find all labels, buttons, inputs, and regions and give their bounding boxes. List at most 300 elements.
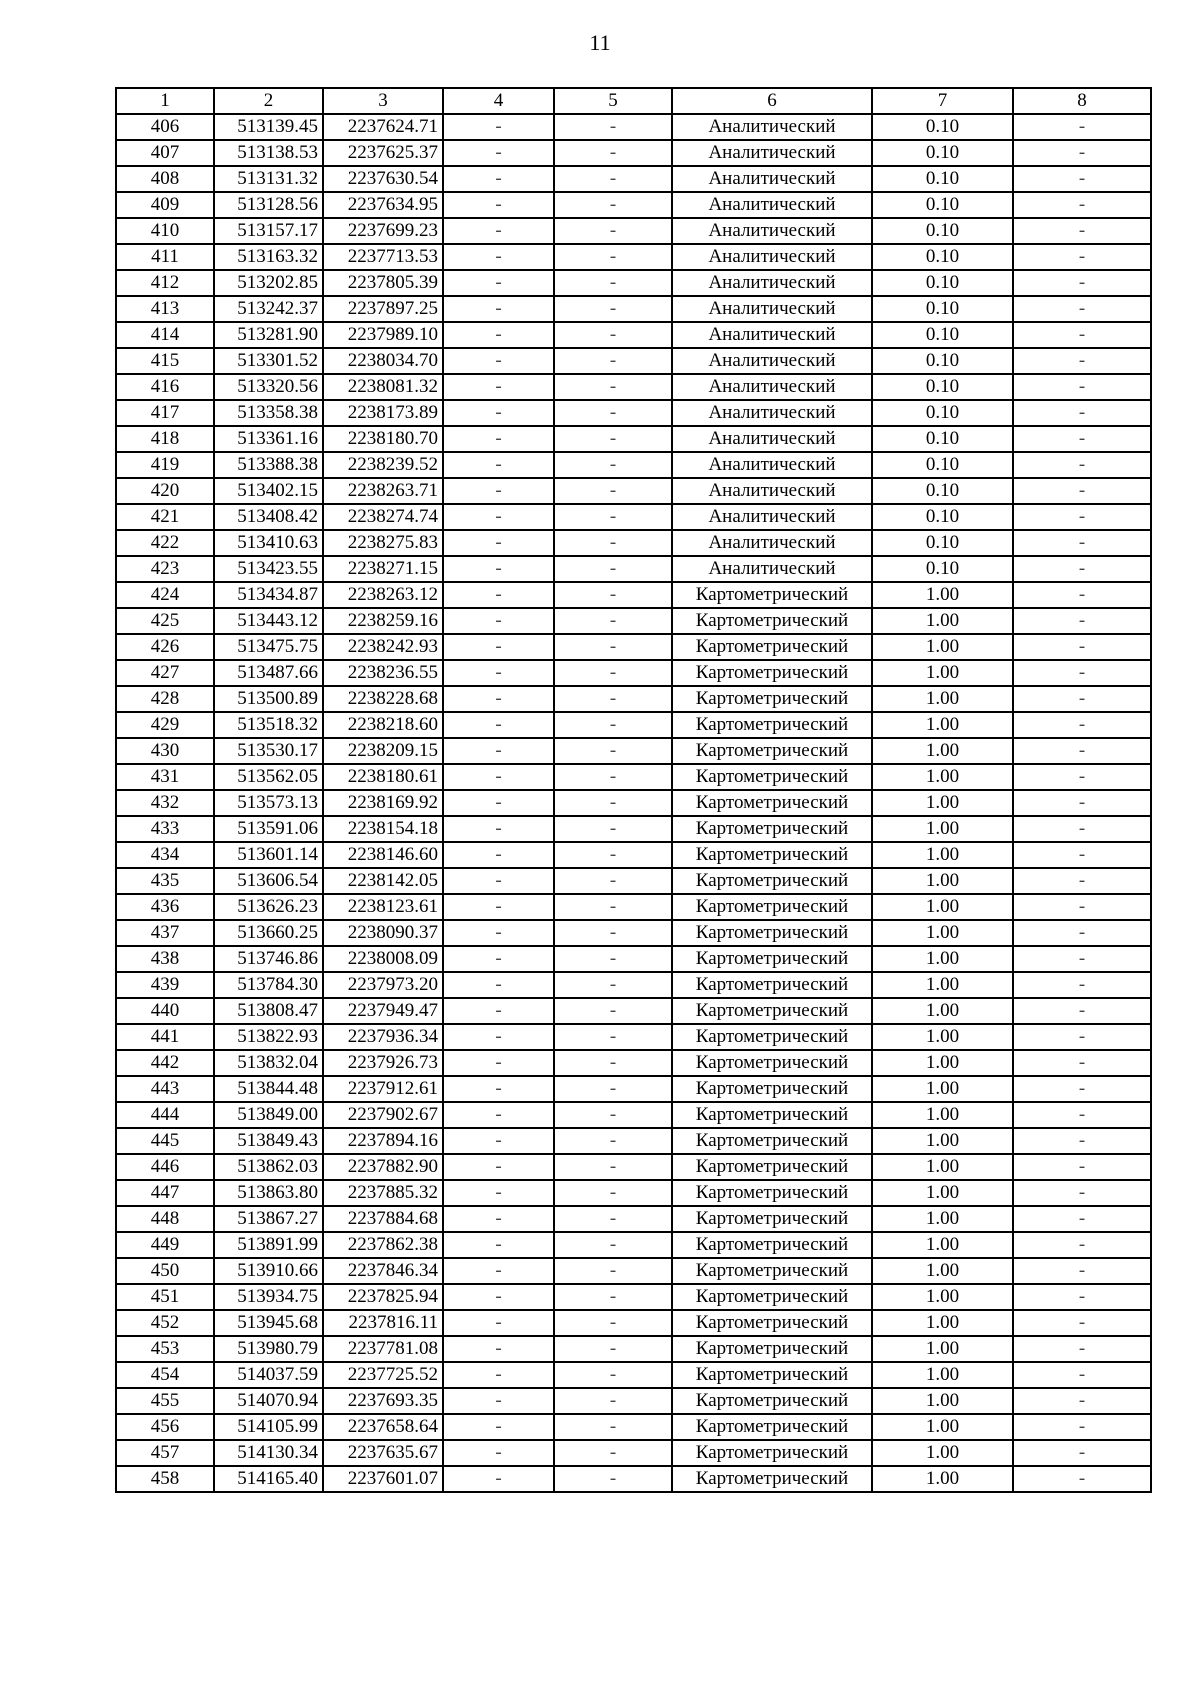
point-number-cell: 444 — [116, 1102, 214, 1128]
x-coordinate-cell: 513934.75 — [214, 1284, 323, 1310]
column-header: 4 — [443, 88, 554, 114]
y-coordinate-cell: 2237634.95 — [323, 192, 443, 218]
accuracy-cell: 1.00 — [872, 946, 1013, 972]
method-cell: Аналитический — [672, 426, 872, 452]
column-8-cell: - — [1013, 1258, 1151, 1284]
table-row — [116, 1024, 1151, 1050]
point-number-cell: 434 — [116, 842, 214, 868]
column-8-cell: - — [1013, 816, 1151, 842]
column-4-cell: - — [443, 686, 554, 712]
method-cell: Картометрический — [672, 1388, 872, 1414]
accuracy-cell: 1.00 — [872, 764, 1013, 790]
column-8-cell: - — [1013, 608, 1151, 634]
point-number-cell: 455 — [116, 1388, 214, 1414]
column-5-cell: - — [554, 114, 672, 140]
column-4-cell: - — [443, 1154, 554, 1180]
method-cell: Картометрический — [672, 1102, 872, 1128]
x-coordinate-cell: 513746.86 — [214, 946, 323, 972]
accuracy-cell: 0.10 — [872, 400, 1013, 426]
method-cell: Аналитический — [672, 322, 872, 348]
column-5-cell: - — [554, 1388, 672, 1414]
table-row — [116, 946, 1151, 972]
method-cell: Картометрический — [672, 1284, 872, 1310]
x-coordinate-cell: 513443.12 — [214, 608, 323, 634]
column-5-cell: - — [554, 894, 672, 920]
table-row — [116, 1128, 1151, 1154]
accuracy-cell: 1.00 — [872, 1336, 1013, 1362]
table-row — [116, 582, 1151, 608]
accuracy-cell: 1.00 — [872, 790, 1013, 816]
y-coordinate-cell: 2237625.37 — [323, 140, 443, 166]
point-number-cell: 452 — [116, 1310, 214, 1336]
accuracy-cell: 1.00 — [872, 1154, 1013, 1180]
table-row — [116, 816, 1151, 842]
column-5-cell: - — [554, 946, 672, 972]
column-8-cell: - — [1013, 1388, 1151, 1414]
column-8-cell: - — [1013, 1024, 1151, 1050]
column-8-cell: - — [1013, 452, 1151, 478]
column-8-cell: - — [1013, 920, 1151, 946]
y-coordinate-cell: 2238218.60 — [323, 712, 443, 738]
x-coordinate-cell: 513320.56 — [214, 374, 323, 400]
x-coordinate-cell: 513808.47 — [214, 998, 323, 1024]
y-coordinate-cell: 2237725.52 — [323, 1362, 443, 1388]
point-number-cell: 414 — [116, 322, 214, 348]
column-4-cell: - — [443, 166, 554, 192]
column-5-cell: - — [554, 608, 672, 634]
column-8-cell: - — [1013, 504, 1151, 530]
column-5-cell: - — [554, 712, 672, 738]
table-header-row — [116, 88, 1151, 114]
y-coordinate-cell: 2238259.16 — [323, 608, 443, 634]
column-8-cell: - — [1013, 1180, 1151, 1206]
column-4-cell: - — [443, 1128, 554, 1154]
column-4-cell: - — [443, 296, 554, 322]
column-5-cell: - — [554, 1466, 672, 1492]
y-coordinate-cell: 2238180.70 — [323, 426, 443, 452]
method-cell: Аналитический — [672, 218, 872, 244]
accuracy-cell: 0.10 — [872, 244, 1013, 270]
column-5-cell: - — [554, 1154, 672, 1180]
accuracy-cell: 0.10 — [872, 374, 1013, 400]
table-row — [116, 556, 1151, 582]
column-8-cell: - — [1013, 686, 1151, 712]
column-header: 5 — [554, 88, 672, 114]
table-row — [116, 192, 1151, 218]
method-cell: Аналитический — [672, 166, 872, 192]
method-cell: Картометрический — [672, 1154, 872, 1180]
method-cell: Картометрический — [672, 1258, 872, 1284]
table-row — [116, 764, 1151, 790]
point-number-cell: 454 — [116, 1362, 214, 1388]
point-number-cell: 420 — [116, 478, 214, 504]
method-cell: Картометрический — [672, 686, 872, 712]
method-cell: Картометрический — [672, 1466, 872, 1492]
method-cell: Картометрический — [672, 1024, 872, 1050]
x-coordinate-cell: 513849.43 — [214, 1128, 323, 1154]
accuracy-cell: 1.00 — [872, 1128, 1013, 1154]
column-5-cell: - — [554, 1362, 672, 1388]
column-4-cell: - — [443, 1414, 554, 1440]
column-8-cell: - — [1013, 270, 1151, 296]
table-row — [116, 478, 1151, 504]
x-coordinate-cell: 513626.23 — [214, 894, 323, 920]
column-4-cell: - — [443, 660, 554, 686]
column-8-cell: - — [1013, 1206, 1151, 1232]
point-number-cell: 435 — [116, 868, 214, 894]
table-row — [116, 842, 1151, 868]
x-coordinate-cell: 513660.25 — [214, 920, 323, 946]
column-5-cell: - — [554, 842, 672, 868]
method-cell: Картометрический — [672, 972, 872, 998]
x-coordinate-cell: 513500.89 — [214, 686, 323, 712]
table-row — [116, 1102, 1151, 1128]
column-4-cell: - — [443, 868, 554, 894]
column-5-cell: - — [554, 738, 672, 764]
accuracy-cell: 1.00 — [872, 894, 1013, 920]
y-coordinate-cell: 2238142.05 — [323, 868, 443, 894]
y-coordinate-cell: 2238146.60 — [323, 842, 443, 868]
column-8-cell: - — [1013, 1154, 1151, 1180]
column-5-cell: - — [554, 504, 672, 530]
x-coordinate-cell: 513163.32 — [214, 244, 323, 270]
x-coordinate-cell: 513487.66 — [214, 660, 323, 686]
column-5-cell: - — [554, 1128, 672, 1154]
x-coordinate-cell: 513601.14 — [214, 842, 323, 868]
column-8-cell: - — [1013, 1102, 1151, 1128]
column-8-cell: - — [1013, 894, 1151, 920]
accuracy-cell: 1.00 — [872, 868, 1013, 894]
point-number-cell: 419 — [116, 452, 214, 478]
x-coordinate-cell: 513157.17 — [214, 218, 323, 244]
point-number-cell: 439 — [116, 972, 214, 998]
column-5-cell: - — [554, 374, 672, 400]
point-number-cell: 409 — [116, 192, 214, 218]
column-4-cell: - — [443, 1258, 554, 1284]
point-number-cell: 445 — [116, 1128, 214, 1154]
table-row — [116, 1258, 1151, 1284]
y-coordinate-cell: 2238239.52 — [323, 452, 443, 478]
column-4-cell: - — [443, 530, 554, 556]
x-coordinate-cell: 513242.37 — [214, 296, 323, 322]
method-cell: Картометрический — [672, 1232, 872, 1258]
accuracy-cell: 0.10 — [872, 556, 1013, 582]
y-coordinate-cell: 2237949.47 — [323, 998, 443, 1024]
x-coordinate-cell: 513832.04 — [214, 1050, 323, 1076]
column-5-cell: - — [554, 348, 672, 374]
y-coordinate-cell: 2237897.25 — [323, 296, 443, 322]
x-coordinate-cell: 513138.53 — [214, 140, 323, 166]
y-coordinate-cell: 2238154.18 — [323, 816, 443, 842]
point-number-cell: 457 — [116, 1440, 214, 1466]
column-4-cell: - — [443, 270, 554, 296]
method-cell: Картометрический — [672, 842, 872, 868]
x-coordinate-cell: 513131.32 — [214, 166, 323, 192]
y-coordinate-cell: 2237825.94 — [323, 1284, 443, 1310]
column-5-cell: - — [554, 660, 672, 686]
column-5-cell: - — [554, 1024, 672, 1050]
method-cell: Картометрический — [672, 660, 872, 686]
accuracy-cell: 0.10 — [872, 140, 1013, 166]
method-cell: Картометрический — [672, 816, 872, 842]
y-coordinate-cell: 2238263.12 — [323, 582, 443, 608]
table-row — [116, 634, 1151, 660]
x-coordinate-cell: 513844.48 — [214, 1076, 323, 1102]
table-row — [116, 1206, 1151, 1232]
method-cell: Картометрический — [672, 1128, 872, 1154]
point-number-cell: 417 — [116, 400, 214, 426]
column-5-cell: - — [554, 296, 672, 322]
column-5-cell: - — [554, 1258, 672, 1284]
table-row — [116, 452, 1151, 478]
x-coordinate-cell: 513945.68 — [214, 1310, 323, 1336]
y-coordinate-cell: 2238090.37 — [323, 920, 443, 946]
column-8-cell: - — [1013, 1336, 1151, 1362]
method-cell: Аналитический — [672, 478, 872, 504]
y-coordinate-cell: 2237630.54 — [323, 166, 443, 192]
y-coordinate-cell: 2237601.07 — [323, 1466, 443, 1492]
point-number-cell: 448 — [116, 1206, 214, 1232]
column-4-cell: - — [443, 192, 554, 218]
column-5-cell: - — [554, 1076, 672, 1102]
table-row — [116, 348, 1151, 374]
column-8-cell: - — [1013, 1050, 1151, 1076]
coordinates-table — [115, 87, 1152, 1493]
method-cell: Картометрический — [672, 608, 872, 634]
point-number-cell: 446 — [116, 1154, 214, 1180]
x-coordinate-cell: 513891.99 — [214, 1232, 323, 1258]
column-4-cell: - — [443, 1024, 554, 1050]
column-4-cell: - — [443, 1284, 554, 1310]
x-coordinate-cell: 513784.30 — [214, 972, 323, 998]
column-5-cell: - — [554, 1284, 672, 1310]
method-cell: Аналитический — [672, 192, 872, 218]
method-cell: Аналитический — [672, 400, 872, 426]
column-4-cell: - — [443, 842, 554, 868]
accuracy-cell: 1.00 — [872, 634, 1013, 660]
column-4-cell: - — [443, 946, 554, 972]
x-coordinate-cell: 513423.55 — [214, 556, 323, 582]
method-cell: Картометрический — [672, 894, 872, 920]
column-8-cell: - — [1013, 1284, 1151, 1310]
x-coordinate-cell: 513402.15 — [214, 478, 323, 504]
column-4-cell: - — [443, 218, 554, 244]
column-4-cell: - — [443, 738, 554, 764]
table-row — [116, 1232, 1151, 1258]
y-coordinate-cell: 2237884.68 — [323, 1206, 443, 1232]
accuracy-cell: 0.10 — [872, 478, 1013, 504]
column-8-cell: - — [1013, 244, 1151, 270]
column-4-cell: - — [443, 348, 554, 374]
point-number-cell: 423 — [116, 556, 214, 582]
column-4-cell: - — [443, 400, 554, 426]
column-4-cell: - — [443, 244, 554, 270]
accuracy-cell: 1.00 — [872, 1258, 1013, 1284]
accuracy-cell: 0.10 — [872, 192, 1013, 218]
accuracy-cell: 1.00 — [872, 1362, 1013, 1388]
method-cell: Аналитический — [672, 556, 872, 582]
y-coordinate-cell: 2238123.61 — [323, 894, 443, 920]
y-coordinate-cell: 2238034.70 — [323, 348, 443, 374]
point-number-cell: 425 — [116, 608, 214, 634]
accuracy-cell: 1.00 — [872, 686, 1013, 712]
column-5-cell: - — [554, 1102, 672, 1128]
table-row — [116, 114, 1151, 140]
point-number-cell: 412 — [116, 270, 214, 296]
method-cell: Картометрический — [672, 764, 872, 790]
table-row — [116, 140, 1151, 166]
column-4-cell: - — [443, 1050, 554, 1076]
point-number-cell: 440 — [116, 998, 214, 1024]
point-number-cell: 451 — [116, 1284, 214, 1310]
table-row — [116, 322, 1151, 348]
column-4-cell: - — [443, 478, 554, 504]
column-4-cell: - — [443, 322, 554, 348]
column-5-cell: - — [554, 530, 672, 556]
column-8-cell: - — [1013, 972, 1151, 998]
column-4-cell: - — [443, 114, 554, 140]
point-number-cell: 432 — [116, 790, 214, 816]
y-coordinate-cell: 2238263.71 — [323, 478, 443, 504]
y-coordinate-cell: 2238228.68 — [323, 686, 443, 712]
table-row — [116, 686, 1151, 712]
point-number-cell: 437 — [116, 920, 214, 946]
x-coordinate-cell: 513434.87 — [214, 582, 323, 608]
y-coordinate-cell: 2238236.55 — [323, 660, 443, 686]
column-5-cell: - — [554, 1440, 672, 1466]
accuracy-cell: 1.00 — [872, 660, 1013, 686]
accuracy-cell: 1.00 — [872, 712, 1013, 738]
accuracy-cell: 0.10 — [872, 322, 1013, 348]
point-number-cell: 418 — [116, 426, 214, 452]
point-number-cell: 441 — [116, 1024, 214, 1050]
y-coordinate-cell: 2237635.67 — [323, 1440, 443, 1466]
accuracy-cell: 1.00 — [872, 920, 1013, 946]
accuracy-cell: 1.00 — [872, 1310, 1013, 1336]
method-cell: Аналитический — [672, 296, 872, 322]
column-8-cell: - — [1013, 374, 1151, 400]
column-header: 7 — [872, 88, 1013, 114]
y-coordinate-cell: 2238180.61 — [323, 764, 443, 790]
table-row — [116, 270, 1151, 296]
column-4-cell: - — [443, 1440, 554, 1466]
x-coordinate-cell: 513562.05 — [214, 764, 323, 790]
point-number-cell: 447 — [116, 1180, 214, 1206]
method-cell: Аналитический — [672, 270, 872, 296]
x-coordinate-cell: 513361.16 — [214, 426, 323, 452]
point-number-cell: 413 — [116, 296, 214, 322]
accuracy-cell: 0.10 — [872, 296, 1013, 322]
x-coordinate-cell: 513301.52 — [214, 348, 323, 374]
x-coordinate-cell: 513410.63 — [214, 530, 323, 556]
column-5-cell: - — [554, 270, 672, 296]
table-row — [116, 1310, 1151, 1336]
y-coordinate-cell: 2237902.67 — [323, 1102, 443, 1128]
table-row — [116, 166, 1151, 192]
method-cell: Картометрический — [672, 738, 872, 764]
y-coordinate-cell: 2237846.34 — [323, 1258, 443, 1284]
point-number-cell: 416 — [116, 374, 214, 400]
y-coordinate-cell: 2237816.11 — [323, 1310, 443, 1336]
point-number-cell: 427 — [116, 660, 214, 686]
table-row — [116, 1284, 1151, 1310]
table-row — [116, 504, 1151, 530]
column-header: 6 — [672, 88, 872, 114]
table-row — [116, 218, 1151, 244]
column-8-cell: - — [1013, 998, 1151, 1024]
y-coordinate-cell: 2237699.23 — [323, 218, 443, 244]
column-5-cell: - — [554, 1414, 672, 1440]
column-4-cell: - — [443, 998, 554, 1024]
column-5-cell: - — [554, 1206, 672, 1232]
x-coordinate-cell: 513388.38 — [214, 452, 323, 478]
column-8-cell: - — [1013, 218, 1151, 244]
point-number-cell: 415 — [116, 348, 214, 374]
y-coordinate-cell: 2238271.15 — [323, 556, 443, 582]
point-number-cell: 429 — [116, 712, 214, 738]
column-8-cell: - — [1013, 1440, 1151, 1466]
column-4-cell: - — [443, 764, 554, 790]
y-coordinate-cell: 2237693.35 — [323, 1388, 443, 1414]
column-5-cell: - — [554, 192, 672, 218]
x-coordinate-cell: 513128.56 — [214, 192, 323, 218]
method-cell: Картометрический — [672, 1362, 872, 1388]
point-number-cell: 456 — [116, 1414, 214, 1440]
column-8-cell: - — [1013, 1466, 1151, 1492]
accuracy-cell: 1.00 — [872, 1466, 1013, 1492]
y-coordinate-cell: 2237882.90 — [323, 1154, 443, 1180]
column-4-cell: - — [443, 608, 554, 634]
method-cell: Картометрический — [672, 582, 872, 608]
column-header: 2 — [214, 88, 323, 114]
x-coordinate-cell: 513281.90 — [214, 322, 323, 348]
x-coordinate-cell: 513867.27 — [214, 1206, 323, 1232]
table-row — [116, 400, 1151, 426]
point-number-cell: 426 — [116, 634, 214, 660]
column-header: 1 — [116, 88, 214, 114]
column-4-cell: - — [443, 1388, 554, 1414]
table-row — [116, 998, 1151, 1024]
point-number-cell: 458 — [116, 1466, 214, 1492]
point-number-cell: 424 — [116, 582, 214, 608]
accuracy-cell: 1.00 — [872, 1180, 1013, 1206]
column-5-cell: - — [554, 634, 672, 660]
point-number-cell: 430 — [116, 738, 214, 764]
accuracy-cell: 1.00 — [872, 1284, 1013, 1310]
column-8-cell: - — [1013, 764, 1151, 790]
point-number-cell: 421 — [116, 504, 214, 530]
column-4-cell: - — [443, 1310, 554, 1336]
table-row — [116, 530, 1151, 556]
y-coordinate-cell: 2238274.74 — [323, 504, 443, 530]
accuracy-cell: 0.10 — [872, 166, 1013, 192]
column-8-cell: - — [1013, 1414, 1151, 1440]
column-4-cell: - — [443, 452, 554, 478]
method-cell: Картометрический — [672, 1336, 872, 1362]
y-coordinate-cell: 2238275.83 — [323, 530, 443, 556]
method-cell: Аналитический — [672, 504, 872, 530]
x-coordinate-cell: 513139.45 — [214, 114, 323, 140]
accuracy-cell: 0.10 — [872, 270, 1013, 296]
accuracy-cell: 1.00 — [872, 1024, 1013, 1050]
column-8-cell: - — [1013, 114, 1151, 140]
table-row — [116, 608, 1151, 634]
method-cell: Аналитический — [672, 374, 872, 400]
accuracy-cell: 0.10 — [872, 530, 1013, 556]
accuracy-cell: 1.00 — [872, 1076, 1013, 1102]
column-header: 8 — [1013, 88, 1151, 114]
table-row — [116, 374, 1151, 400]
